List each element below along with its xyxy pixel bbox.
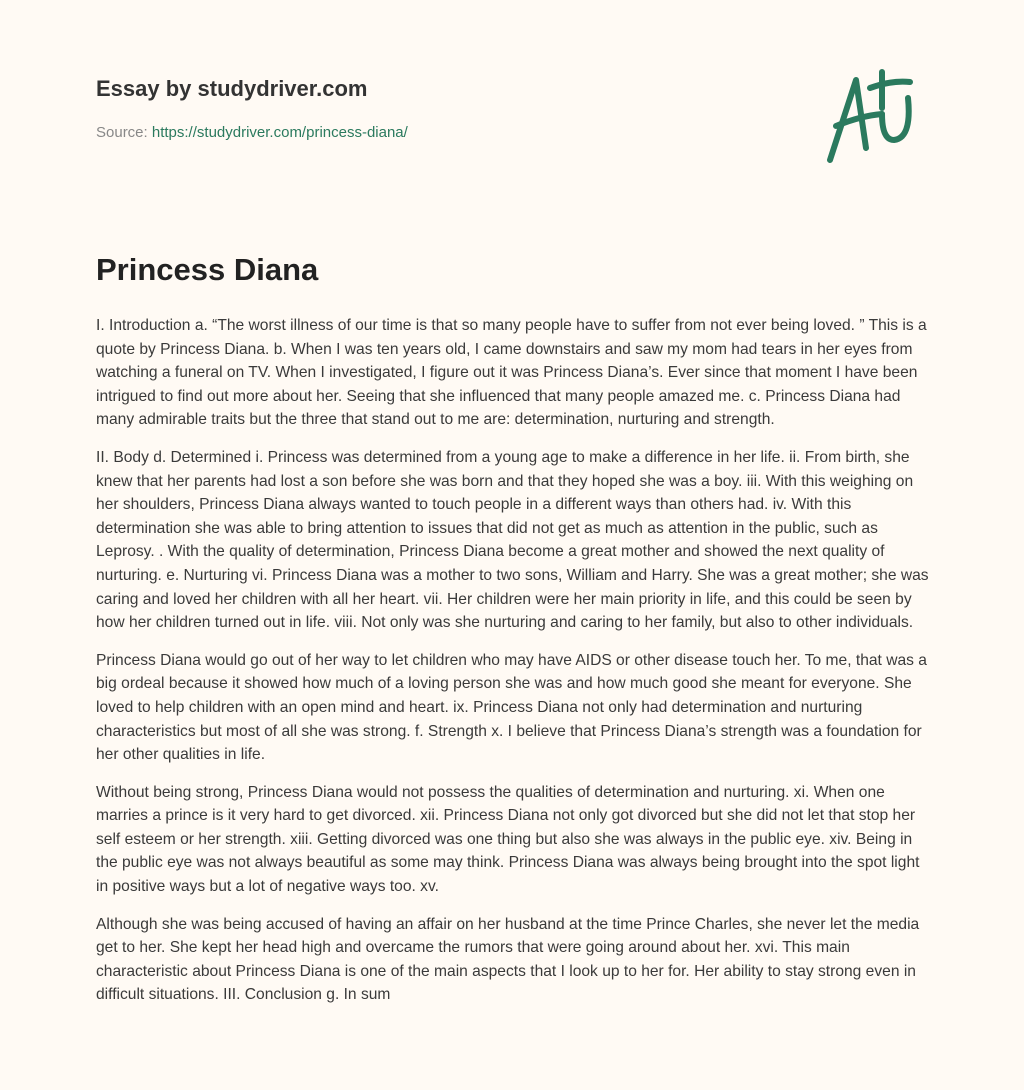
article-title: Princess Diana bbox=[96, 252, 319, 287]
source-line bbox=[96, 124, 408, 141]
source-link[interactable]: https://studydriver.com/princess-diana/ bbox=[151, 124, 408, 141]
paragraph: Although she was being accused of having an affair on her husband at the time Prince Charles, she never let the media get to her. She kept her head high and overcame the rumors that were going around about her. xvi. This main characteristic about Princess Diana is one of the main aspects that I look up to her for. Her ability to stay strong even in difficult situations. III. Conclusion g. In sum bbox=[96, 915, 920, 1004]
paragraph: II. Body d. Determined i. Princess was determined from a young age to make a difference in her life. ii. From birth, she knew that her parents had lost a son before she was born and that they hoped she was a boy. iii. With this weighing on her shoulders, Princess Diana always wanted to touch people in a different ways than others had. iv. With this determination she was able to bring attention to issues that did not get as much as attention in the public, such as Leprosy. . With the quality of determination, Princess Diana become a great mother and showed the next quality of nurturing. e. Nurturing vi. Princess Diana was a mother to two sons, William and Harry. She was a great mother; she was caring and loved her children with all her heart. vii. Her children were her main priority in life, and this could be seen by how her children turned out in life. viii. Not only was she nurturing and caring to her family, but also to other individuals. bbox=[96, 448, 929, 632]
paragraph: I. Introduction a. “The worst illness of our time is that so many people have to suffer from not ever being loved. ” This is a quote by Princess Diana. b. When I was ten years old, I came downstairs and saw my mom had tears in her eyes from watching a funeral on TV. When I investigated, I figure out it was Princess Diana’s. Ever since that moment I have been intrigued to find out more about her. Seeing that she influenced that many people amazed me. c. Princess Diana had many admirable traits but the three that stand out to me are: determination, nurturing and strength. bbox=[96, 317, 927, 429]
paragraph: Without being strong, Princess Diana would not possess the qualities of determination and nurturing. xi. When one marries a prince is it very hard to get divorced. xii. Princess Diana not only got divorced but she did not let that stop her self esteem or her strength. xiii. Getting divorced was one thing but also she was always in the public eye. xiv. Being in the public eye was not always beautiful as some may think. Princess Diana was always being brought into the spot light in positive ways but a lot of negative ways too. xv. bbox=[96, 783, 920, 896]
source-label: Source: bbox=[96, 124, 148, 141]
article-body bbox=[96, 314, 932, 1021]
header bbox=[96, 76, 408, 141]
a-plus-logo-icon bbox=[820, 68, 930, 168]
paragraph: Princess Diana would go out of her way to let children who may have AIDS or other disease touch her. To me, that was a big ordeal because it showed how much of a loving person she was and how much good she meant for everyone. She loved to help children with an open mind and heart. ix. Princess Diana not only had determination and nurturing characteristics but most of all she was strong. f. Strength x. I believe that Princess Diana’s strength was a foundation for her other qualities in life. bbox=[96, 651, 927, 764]
site-title: Essay by studydriver.com bbox=[96, 76, 368, 101]
